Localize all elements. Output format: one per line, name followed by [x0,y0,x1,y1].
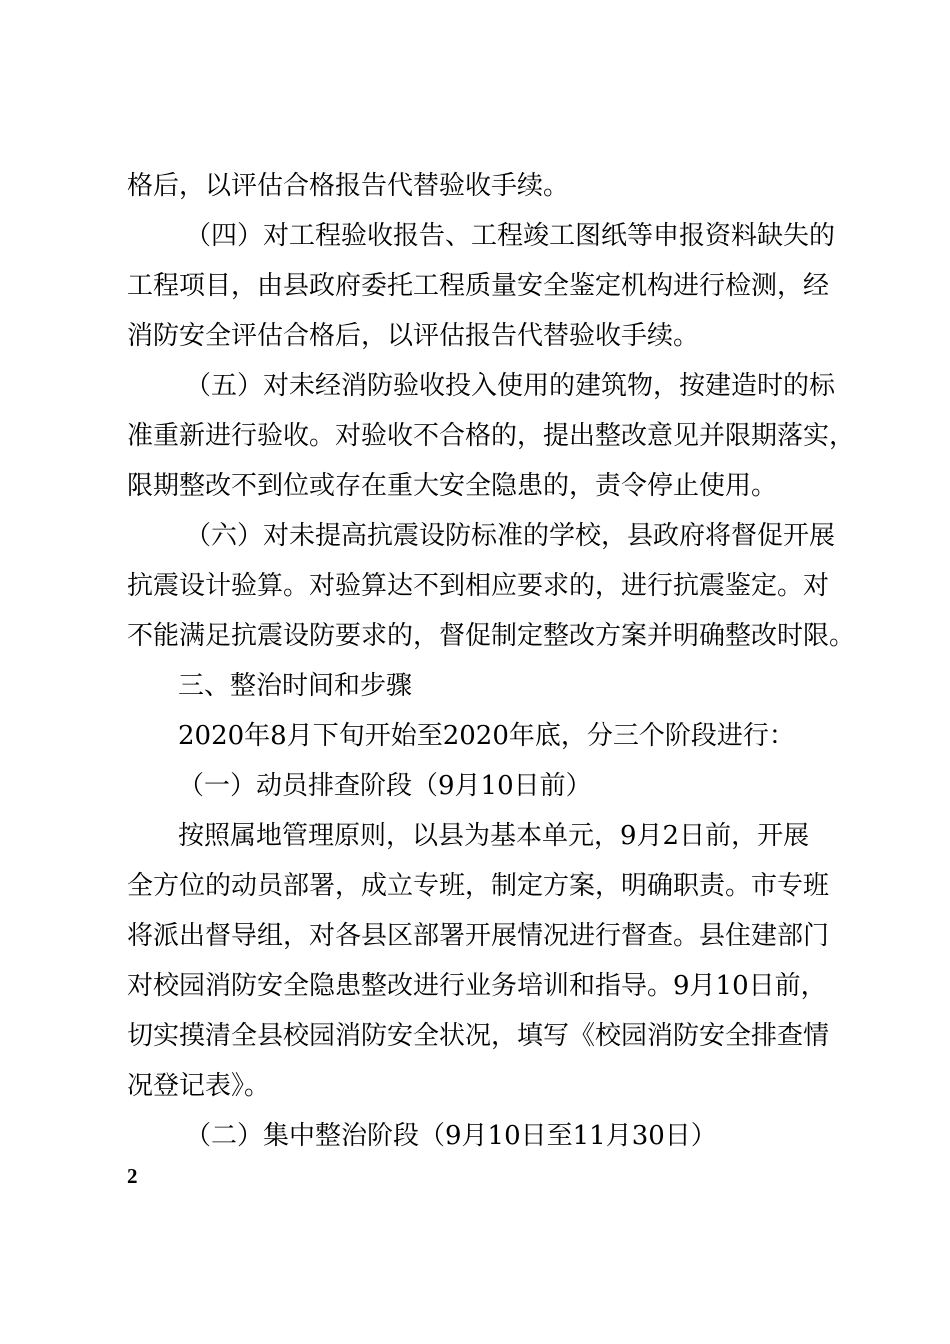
text-line: 将派出督导组，对各县区部署开展情况进行督查。县住建部门 [127,921,830,951]
page-number: 2 [127,1164,138,1188]
text-line: 2020年8月下旬开始至2020年底，分三个阶段进行： [178,721,795,751]
section-six-heading-line: （六）对未提高抗震设防标准的学校，县政府将督促开展 [185,521,836,551]
section-heading: 三、整治时间和步骤 [178,671,413,701]
section-four-heading-line: （四）对工程验收报告、工程竣工图纸等申报资料缺失的 [185,221,836,251]
text-line: 况登记表》。 [127,1071,271,1101]
text-line: 抗震设计验算。对验算达不到相应要求的，进行抗震鉴定。对 [127,571,830,601]
text-line: 消防安全评估合格后，以评估报告代替验收手续。 [127,321,700,351]
text-line: 全方位的动员部署，成立专班，制定方案，明确职责。市专班 [127,871,830,901]
stage-one-heading: （一）动员排查阶段（9月10日前） [178,771,592,801]
text-line: 切实摸清全县校园消防安全状况，填写《校园消防安全排查情 [127,1021,830,1051]
text-line: 工程项目，由县政府委托工程质量安全鉴定机构进行检测，经 [127,271,830,301]
text-line: 不能满足抗震设防要求的，督促制定整改方案并明确整改时限。 [127,621,856,651]
text-line: 限期整改不到位或存在重大安全隐患的，责令停止使用。 [127,471,778,501]
text-line: 格后，以评估合格报告代替验收手续。 [127,171,570,201]
text-line: 按照属地管理原则，以县为基本单元，9月2日前，开展 [178,821,810,851]
stage-two-heading: （二）集中整治阶段（9月10日至11月30日） [185,1121,717,1151]
text-line: 对校园消防安全隐患整改进行业务培训和指导。9月10日前， [127,971,827,1001]
section-five-heading-line: （五）对未经消防验收投入使用的建筑物，按建造时的标 [185,371,836,401]
text-line: 准重新进行验收。对验收不合格的，提出整改意见并限期落实， [127,421,856,451]
